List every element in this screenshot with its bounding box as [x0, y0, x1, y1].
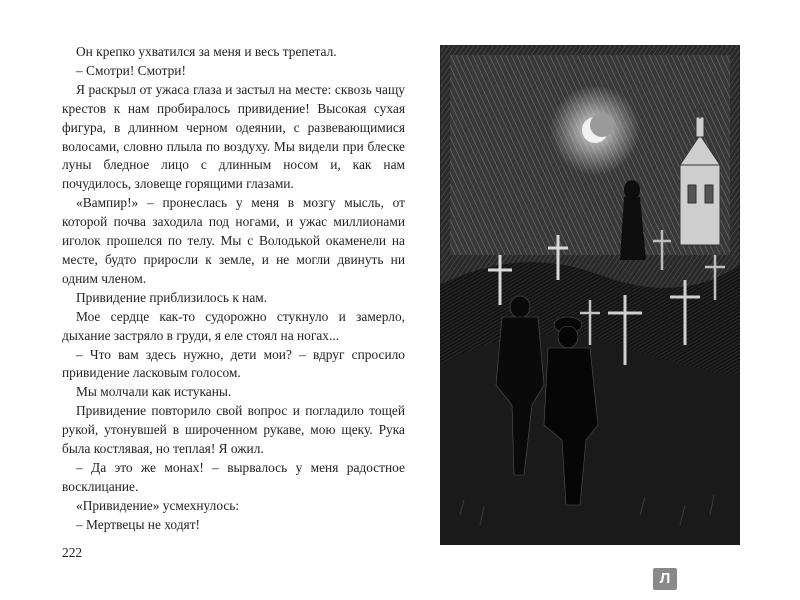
paragraph: Привидение повторило свой вопрос и погладило тощей рукой, утонувшей в широченном рукаве, мою щеку. Рука была костлявая, но теплая! Я ожил.	[62, 403, 405, 457]
paragraph: «Привидение» усмехнулось:	[76, 497, 240, 513]
graveyard-illustration	[440, 45, 740, 545]
paragraph: Я раскрыл от ужаса глаза и застыл на месте: сквозь чащу крестов к нам пробиралось привидение! Высокая сухая фигура, в длинном черном одеянии, с развевающимися волосами, словно плыла по воздуху. Мы видели при блеске луны бледное лицо с длинным носом и, как нам почудилось, зловеще горящими глазами.	[62, 81, 405, 192]
paragraph: «Вампир!» – пронеслась у меня в мозгу мысль, от которой почва заходила под ногами, и ужас миллионами иголок прошелся по телу. Мы с Володькой окаменели на месте, будто приросли к земле, и не могли двинуть ни одним членом.	[62, 195, 405, 286]
paragraph: – Смотри! Смотри!	[76, 62, 186, 78]
paragraph: Мое сердце как-то судорожно стукнуло и замерло, дыхание застряло в груди, я еле стоял на ногах...	[62, 308, 405, 343]
paragraph: – Мертвецы не ходят!	[76, 516, 201, 532]
text-column	[62, 43, 405, 535]
publisher-logo: Л	[653, 568, 677, 590]
paragraph: Мы молчали как истуканы.	[76, 384, 232, 400]
illustration	[440, 45, 740, 545]
paragraph: – Что вам здесь нужно, дети мои? – вдруг спросило привидение ласковым голосом.	[62, 346, 405, 381]
paragraph: Привидение приблизилось к нам.	[76, 289, 268, 305]
paragraph: – Да это же монах! – вырвалось у меня радостное восклицание.	[62, 459, 405, 494]
paragraph: Он крепко ухватился за меня и весь трепетал.	[76, 44, 337, 59]
page-number: 222	[62, 545, 83, 560]
